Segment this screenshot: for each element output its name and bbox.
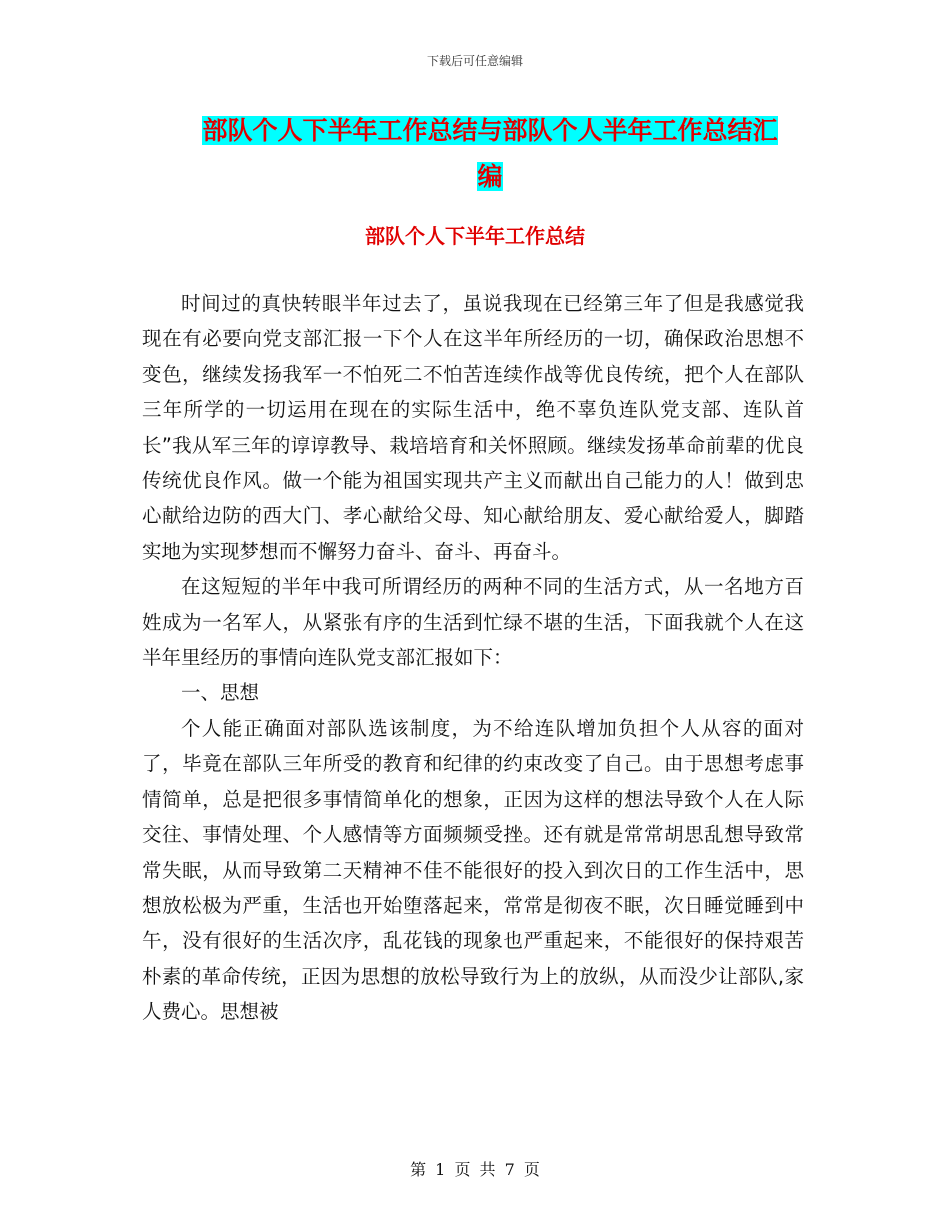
- document-title-line-2: 编: [477, 162, 503, 191]
- paragraph-heading-thought: 一、思想: [181, 681, 260, 705]
- body-text: [142, 286, 804, 1030]
- page-footer: 第 1 页 共 7 页: [410, 1160, 540, 1179]
- header-note: 下载后可任意编辑: [426, 54, 523, 68]
- section-title: 部队个人下半年工作总结: [365, 224, 585, 248]
- document-title: [140, 108, 840, 200]
- paragraph-1: 时间过的真快转眼半年过去了，虽说我现在已经第三年了但是我感觉我现在有必要向党支部汇报一下个人在这半年所经历的一切，确保政治思想不变色，继续发扬我军一不怕死二不怕苦连续作战等优良传统，把个人在部队三年所学的一切运用在现在的实际生活中，绝不辜负连队党支部、连队首长”我从军三年的谆谆教导、栽培培育和关怀照顾。继续发扬革命前辈的优良传统优良作风。做一个能为祖国实现共产主义而献出自己能力的人！做到忠心献给边防的西大门、孝心献给父母、知心献给朋友、爱心献给爱人，脚踏实地为实现梦想而不懈努力奋斗、奋斗、再奋斗。: [142, 292, 804, 563]
- document-title-line-1: 部队个人下半年工作总结与部队个人半年工作总结汇: [202, 116, 778, 145]
- paragraph-2: 在这短短的半年中我可所谓经历的两种不同的生活方式，从一名地方百姓成为一名军人，从紧张有序的生活到忙绿不堪的生活，下面我就个人在这半年里经历的事情向连队党支部汇报如下：: [142, 575, 804, 670]
- paragraph-3: 个人能正确面对部队选该制度，为不给连队增加负担个人从容的面对了，毕竟在部队三年所受的教育和纪律的约束改变了自己。由于思想考虑事情简单，总是把很多事情简单化的想象，正因为这样的想法导致个人在人际交往、事情处理、个人感情等方面频频受挫。还有就是常常胡思乱想导致常常失眠，从而导致第二天精神不佳不能很好的投入到次日的工作生活中，思想放松极为严重，生活也开始堕落起来，常常是彻夜不眠，次日睡觉睡到中午，没有很好的生活次序，乱花钱的现象也严重起来，不能很好的保持艰苦朴素的革命传统，正因为思想的放松导致行为上的放纵，从而没少让部队,家人费心。思想被: [142, 716, 804, 1024]
